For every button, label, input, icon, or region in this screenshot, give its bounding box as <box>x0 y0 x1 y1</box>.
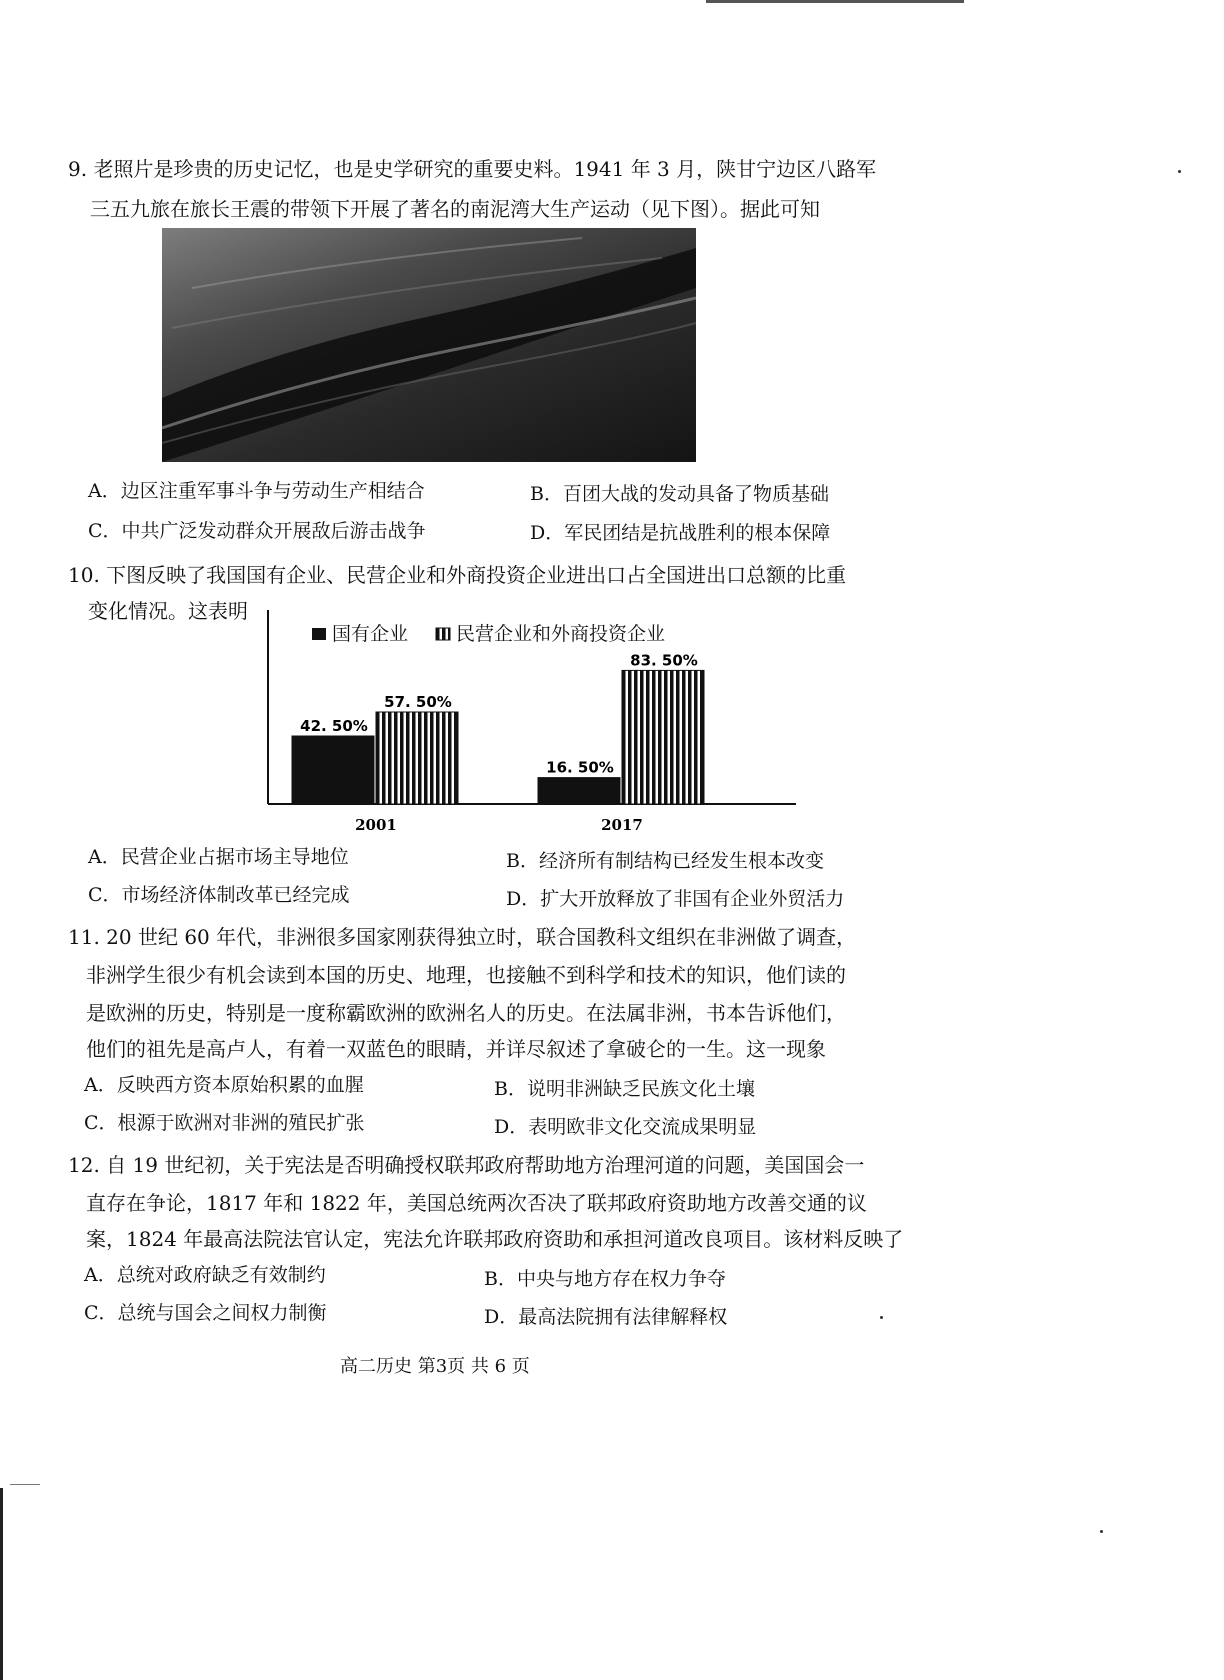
q12-stem-line1: 12. 自 19 世纪初，关于宪法是否明确授权联邦政府帮助地方治理河道的问题，美国国会一 <box>68 1153 865 1177</box>
bar-2017-series0 <box>538 778 620 804</box>
q9-option-a: A．边区注重军事斗争与劳动生产相结合 <box>88 480 425 502</box>
trade-share-bar-chart <box>262 610 802 838</box>
x-tick-label-2001: 2001 <box>355 816 397 834</box>
q11-stem-line1: 11. 20 世纪 60 年代，非洲很多国家刚获得独立时，联合国教科文组织在非洲做了调查， <box>68 925 857 949</box>
top-edge-line <box>706 0 964 3</box>
q10-option-c: C．市场经济体制改革已经完成 <box>88 884 350 906</box>
q12-option-a: A．总统对政府缺乏有效制约 <box>84 1264 326 1286</box>
chart-legend <box>312 623 665 645</box>
q11-stem-line4: 他们的祖先是高卢人，有着一双蓝色的眼睛，并详尽叙述了拿破仑的一生。这一现象 <box>86 1037 826 1061</box>
q12-option-c: C．总统与国会之间权力制衡 <box>84 1302 327 1324</box>
data-label-2001-series0: 42. 50% <box>300 717 368 735</box>
q9-stem-line1: 9. 老照片是珍贵的历史记忆，也是史学研究的重要史料。1941 年 3 月，陕甘宁边区八路军 <box>68 157 877 181</box>
legend-swatch-private <box>436 628 450 640</box>
q11-option-c: C．根源于欧洲对非洲的殖民扩张 <box>84 1112 365 1134</box>
nanniwan-photo <box>162 228 696 462</box>
data-label-2017-series1: 83. 50% <box>630 651 698 670</box>
q9-option-d: D．军民团结是抗战胜利的根本保障 <box>530 522 831 544</box>
q11-option-d: D．表明欧非文化交流成果明显 <box>494 1116 757 1138</box>
legend-label-private: 民营企业和外商投资企业 <box>456 623 666 645</box>
q12-option-d: D．最高法院拥有法律解释权 <box>484 1306 728 1328</box>
left-edge-line <box>0 1488 3 1680</box>
q11-option-b: B．说明非洲缺乏民族文化土壤 <box>494 1078 755 1100</box>
q10-option-d: D．扩大开放释放了非国有企业外贸活力 <box>506 888 845 910</box>
q9-option-b: B．百团大战的发动具备了物质基础 <box>530 483 829 505</box>
q10-option-a: A．民营企业占据市场主导地位 <box>88 846 349 868</box>
q10-stem-line1: 10. 下图反映了我国国有企业、民营企业和外商投资企业进出口占全国进出口总额的比重 <box>68 563 847 587</box>
legend-label-state: 国有企业 <box>332 623 409 645</box>
scan-speck <box>1100 1530 1103 1533</box>
q11-stem-line3: 是欧洲的历史，特别是一度称霸欧洲的欧洲名人的历史。在法属非洲，书本告诉他们， <box>86 1001 846 1025</box>
bar-2001-series1 <box>376 712 458 804</box>
q9-option-c: C．中共广泛发动群众开展敌后游击战争 <box>88 520 426 542</box>
margin-dash <box>10 1484 40 1485</box>
q10-stem-line2: 变化情况。这表明 <box>88 599 248 623</box>
data-label-2001-series1: 57. 50% <box>384 693 452 711</box>
q12-option-b: B．中央与地方存在权力争夺 <box>484 1268 726 1290</box>
q10-option-b: B．经济所有制结构已经发生根本改变 <box>506 850 824 872</box>
q12-stem-line3: 案，1824 年最高法院法官认定，宪法允许联邦政府资助和承担河道改良项目。该材料反映了 <box>86 1227 904 1251</box>
bar-2017-series1 <box>622 670 704 804</box>
legend-swatch-state <box>312 628 326 640</box>
q12-stem-line2: 直存在争论，1817 年和 1822 年，美国总统两次否决了联邦政府资助地方改善交通的议 <box>86 1191 867 1215</box>
scan-speck <box>1178 170 1181 173</box>
scan-speck <box>880 1316 883 1319</box>
q11-stem-line2: 非洲学生很少有机会读到本国的历史、地理，也接触不到科学和技术的知识，他们读的 <box>86 963 846 987</box>
bar-2001-series0 <box>292 736 374 804</box>
page-footer: 高二历史 第3页 共 6 页 <box>340 1356 530 1377</box>
q11-option-a: A．反映西方资本原始积累的血腥 <box>84 1074 364 1096</box>
data-label-2017-series0: 16. 50% <box>546 758 614 777</box>
x-tick-label-2017: 2017 <box>601 816 643 834</box>
q9-stem-line2: 三五九旅在旅长王震的带领下开展了著名的南泥湾大生产运动（见下图）。据此可知 <box>90 197 820 221</box>
